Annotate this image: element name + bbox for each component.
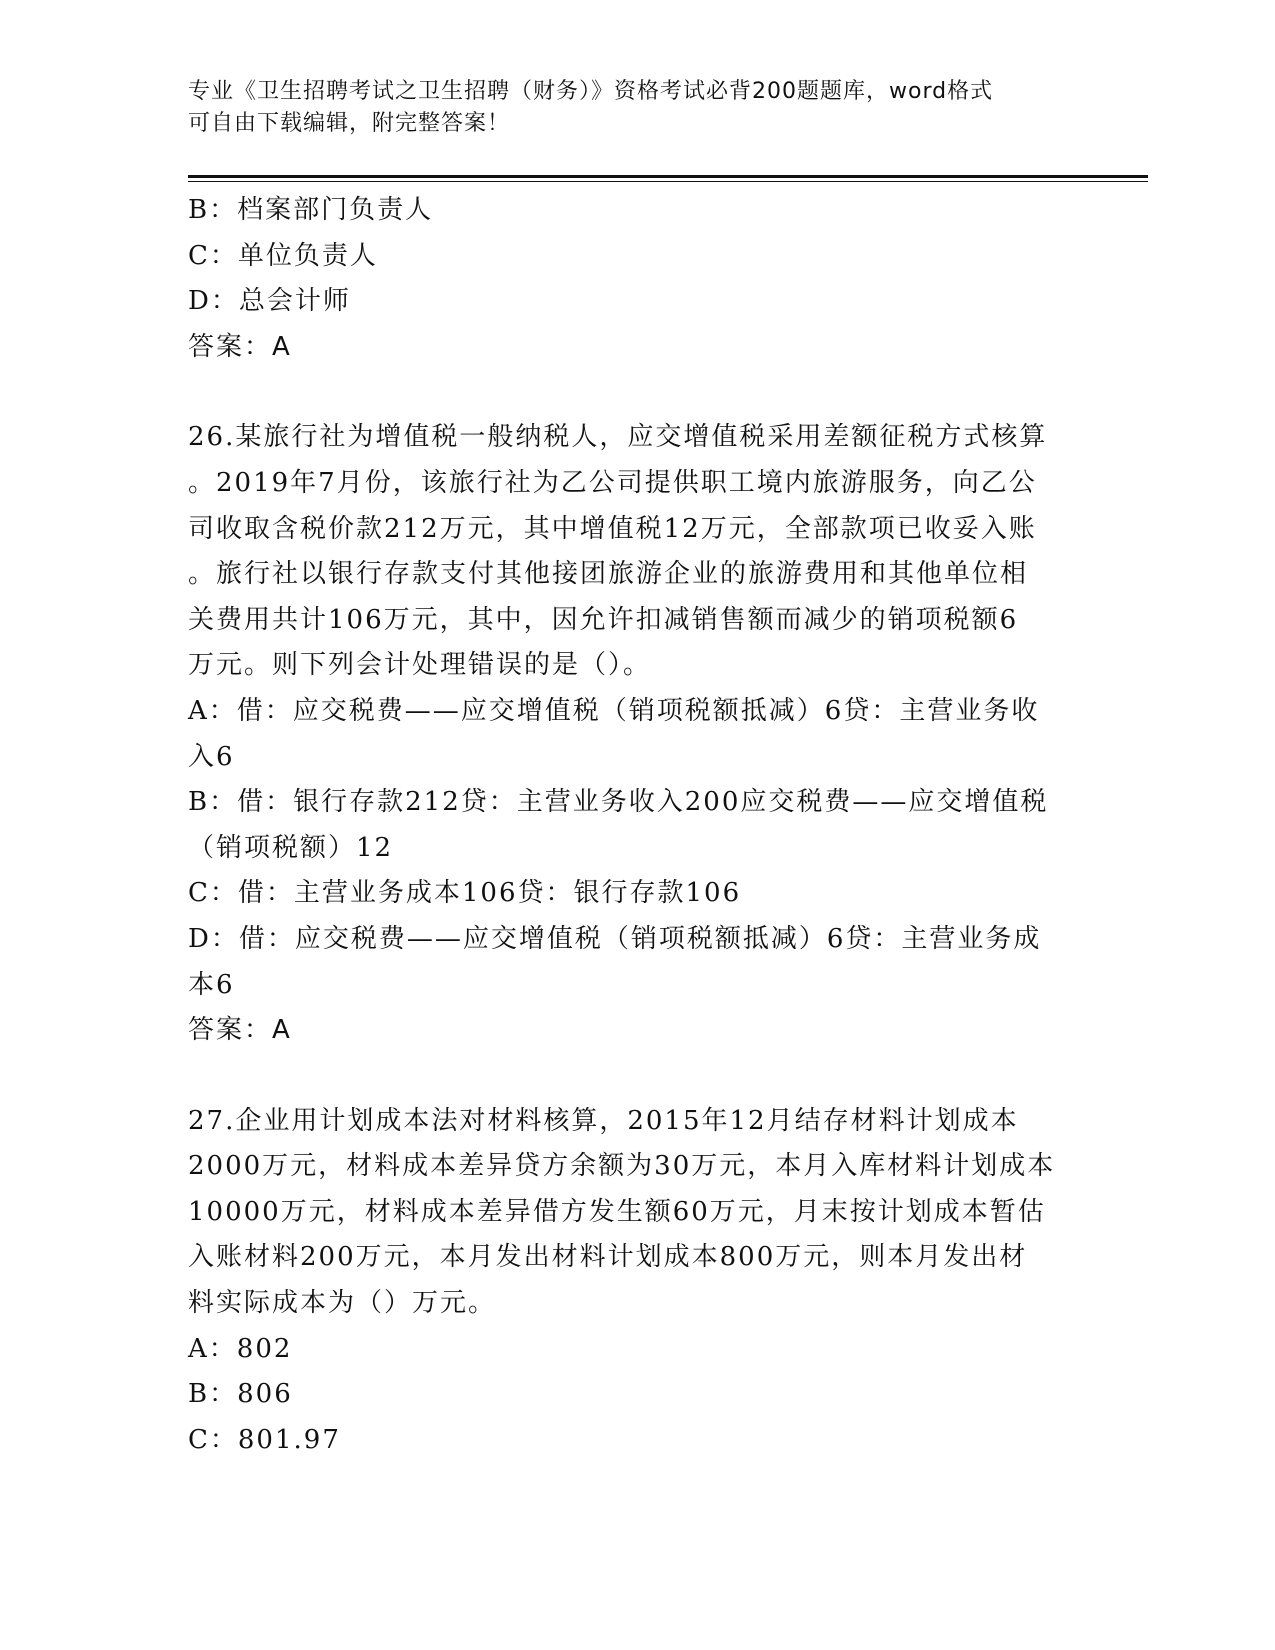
q26-option-d-cont: 本6 <box>188 969 235 1000</box>
q26-option-c: C：借：主营业务成本106贷：银行存款106 <box>188 878 742 909</box>
spacer <box>188 1054 1068 1099</box>
q25-option-b: B：档案部门负责人 <box>188 195 434 225</box>
document-body <box>188 188 1068 1463</box>
q26-option-a-cont: 入6 <box>188 741 235 772</box>
q26-stem-line: 。2019年7月份，该旅行社为乙公司提供职工境内旅游服务，向乙公 <box>188 467 1037 498</box>
q27-stem-line: 2000万元，材料成本差异贷方余额为30万元，本月入库材料计划成本 <box>188 1151 1056 1182</box>
q27-option-b: B：806 <box>188 1379 293 1410</box>
q26-stem-line: 26.某旅行社为增值税一般纳税人，应交增值税采用差额征税方式核算 <box>188 422 1048 453</box>
q27-stem-line: 料实际成本为（）万元。 <box>188 1288 497 1319</box>
q25-option-d: D：总会计师 <box>188 286 351 317</box>
q26-option-b: B：借：银行存款212贷：主营业务收入200应交税费——应交增值税 <box>188 787 1049 818</box>
question-27 <box>188 1099 1068 1464</box>
q27-stem-line: 27.企业用计划成本法对材料核算，2015年12月结存材料计划成本 <box>188 1105 1019 1136</box>
q25-answer: 答案：A <box>188 331 292 362</box>
q26-option-a: A：借：应交税费——应交增值税（销项税额抵减）6贷：主营业务收 <box>188 695 1040 726</box>
question-26 <box>188 415 1068 1053</box>
q25-option-c: C：单位负责人 <box>188 240 378 271</box>
q26-stem-line: 司收取含税价款212万元，其中增值税12万元，全部款项已收妥入账 <box>188 513 1037 544</box>
q26-answer: 答案：A <box>188 1015 292 1046</box>
q27-stem-line: 10000万元，材料成本差异借方发生额60万元，月末按计划成本暂估 <box>188 1196 1046 1227</box>
q26-stem-line: 万元。则下列会计处理错误的是（）。 <box>188 650 652 681</box>
q26-option-b-cont: （销项税额）12 <box>188 832 394 863</box>
q26-stem-line: 。旅行社以银行存款支付其他接团旅游企业的旅游费用和其他单位相 <box>188 559 1029 590</box>
q26-stem-line: 关费用共计106万元，其中，因允许扣减销售额而减少的销项税额6 <box>188 604 1019 635</box>
q26-option-d: D：借：应交税费——应交增值税（销项税额抵减）6贷：主营业务成 <box>188 923 1042 954</box>
q27-option-c: C：801.97 <box>188 1424 341 1455</box>
header-divider-thin <box>188 181 1148 182</box>
spacer <box>188 370 1068 415</box>
header-divider-thick <box>188 175 1148 178</box>
header-line-1: 专业《卫生招聘考试之卫生招聘（财务）》资格考试必背200题题库，word格式 <box>188 79 994 104</box>
q27-option-a: A：802 <box>188 1333 293 1364</box>
document-header <box>188 76 1088 140</box>
question-25-tail <box>188 188 1068 370</box>
q27-stem-line: 入账材料200万元，本月发出材料计划成本800万元，则本月发出材 <box>188 1242 1028 1273</box>
header-line-2: 可自由下载编辑，附完整答案！ <box>188 111 511 136</box>
